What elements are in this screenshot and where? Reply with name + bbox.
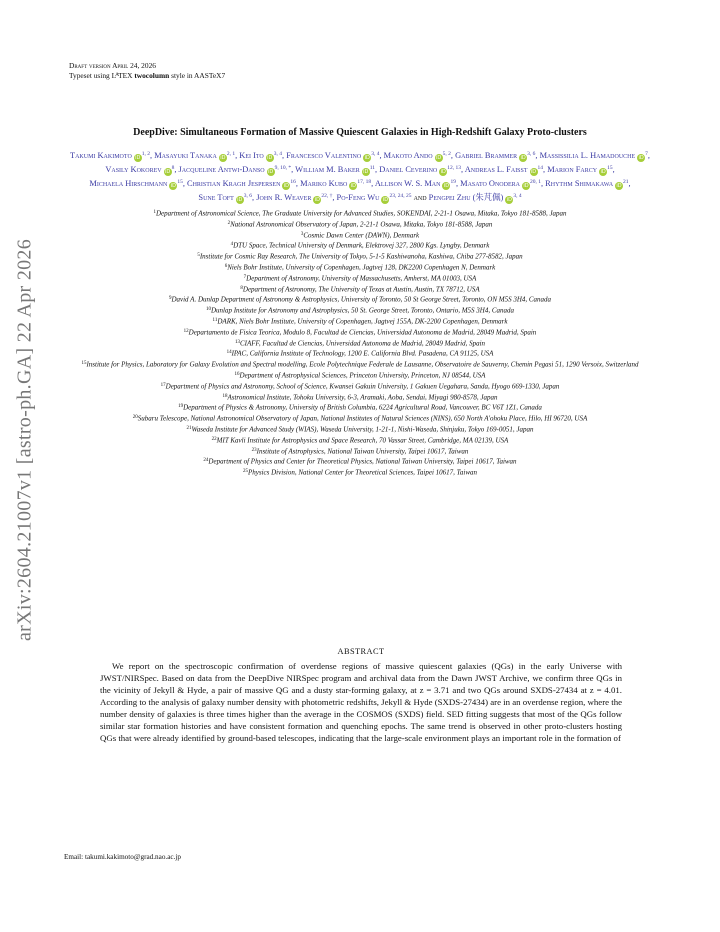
affiliation-item: $^{21}$Waseda Institute for Advanced Study (WIAS), Waseda University, 1-21-1, Nishi-Waseda, Shinjuku, Tokyo 169-0051, Japan	[186, 425, 534, 434]
author-name[interactable]: Kei Ito iD$^{3, 4}$	[239, 151, 283, 161]
author-affiliation-marks: 20, 1	[529, 179, 541, 185]
author-name[interactable]: Michaela Hirschmann $iD^{15}$	[89, 179, 183, 189]
orcid-icon[interactable]: iD	[440, 169, 446, 175]
affiliation-item: $^{19}$Department of Physics & Astronomy, University of British Columbia, 6224 Agricultural Road, Vancouver, BC V6T 1Z1, Canada	[178, 403, 542, 412]
author-name[interactable]: Daniel Ceverino iD$^{12, 13}$	[379, 165, 462, 175]
author-affiliation-marks: 7	[645, 151, 648, 157]
paper-header	[64, 126, 656, 478]
affiliation-item: $^{23}$Institute of Astrophysics, National Taiwan University, Taipei 10617, Taiwan	[251, 447, 469, 456]
author-affiliation-marks: 15	[607, 165, 613, 171]
author-affiliation-marks: 9, 10, *	[274, 165, 292, 171]
affiliation-item: $^4$DTU Space, Technical University of Denmark, Elektrovej 327, 2800 Kgs. Lyngby, Denmark	[230, 241, 490, 250]
orcid-icon[interactable]: iD	[135, 155, 141, 161]
orcid-icon[interactable]: iD	[220, 155, 226, 161]
author-name[interactable]: Mariko Kubo iD$^{17, 18}$	[300, 179, 372, 189]
author-affiliation-marks: 3, 6	[527, 151, 536, 157]
corresponding-email: Email: takumi.kakimoto@grad.nao.ac.jp	[64, 853, 181, 861]
affiliation-item: $^{20}$Subaru Telescope, National Astronomical Observatory of Japan, National Institutes of Natural Sciences (NINS), 650 North A'ohoku Place, Hilo, HI 96720, USA	[132, 414, 588, 423]
draft-version: Draft version April 24, 2026	[69, 61, 156, 70]
author-affiliation-marks: 12, 13	[447, 165, 462, 171]
affiliation-item: $^{22}$MIT Kavli Institute for Astrophysics and Space Research, 70 Vassar Street, Cambridge, MA 02139, USA	[211, 436, 509, 445]
author-name[interactable]: John R. Weaver $iD^{22, \dagger}$	[256, 193, 333, 203]
author-affiliation-marks: 17, 18	[357, 179, 372, 185]
author-affiliation-marks: 16	[290, 179, 296, 185]
typeset-line: Typeset using $L^ATEX$ twocolumn style in AASTeX7	[69, 70, 226, 80]
orcid-icon[interactable]: iD	[530, 169, 537, 175]
author-affiliation-marks: 5, 2	[442, 151, 451, 157]
affiliation-item: $^{17}$Department of Physics and Astronomy, School of Science, Kwansei Gakuin University, 1 Gakuen Uegahara, Sanda, Hyogo 669-1330, Japan	[160, 382, 560, 391]
author-affiliation-marks: 3, 4	[273, 151, 283, 157]
affiliation-item: $^1$Department of Astronomical Science, The Graduate University for Advanced Studies, SOKENDAI, 2-21-1 Osawa, Mitaka, Tokyo 181-8588, Japan	[153, 209, 567, 218]
orcid-icon[interactable]: iD	[364, 155, 370, 161]
author-affiliation-marks: 3, 6	[243, 193, 253, 199]
author-name[interactable]: Vasily Kokorev $iD^8$	[105, 165, 175, 175]
affiliation-item: $^{25}$Physics Division, National Center for Theoretical Sciences, Taipei 10617, Taiwan	[242, 468, 478, 477]
author-affiliation-marks: 8	[171, 165, 175, 171]
orcid-icon[interactable]: iD	[616, 183, 622, 189]
affiliation-item: $^3$Cosmic Dawn Center (DAWN), Denmark	[300, 231, 420, 240]
orcid-icon[interactable]: iD	[600, 169, 606, 175]
affiliation-item: $^{15}$Institute for Physics, Laboratory for Galaxy Evolution and Spectral modelling, Ecole Polytechnique Federale de Lausanne, Observatoire de Sauverny, Chemin Pegasi 51, 1290 Versoix, Switzerland	[81, 360, 639, 369]
orcid-icon[interactable]: iD	[436, 155, 442, 161]
affiliation-item: $^{11}$DARK, Niels Bohr Institute, University of Copenhagen, Jagtvej 155A, DK-2200 Copenhagen, Denmark	[212, 317, 508, 326]
author-name[interactable]: Pengpei Zhu (朱芃佩) iD$^{3, 4}$	[428, 193, 522, 203]
affiliation-item: $^8$Department of Astronomy, The University of Texas at Austin, Austin, TX 78712, USA	[240, 285, 480, 294]
author-name[interactable]: Rhythm Shimakawa $iD^{21}$	[545, 179, 629, 189]
affiliation-item: $^{13}$CIAFF, Facultad de Ciencias, Universidad Autonoma de Madrid, 28049 Madrid, Spain	[234, 339, 486, 348]
author-affiliation-marks: 11	[369, 165, 376, 171]
abstract-heading: ABSTRACT	[337, 647, 385, 656]
orcid-icon[interactable]: iD	[350, 183, 356, 189]
orcid-icon[interactable]: iD	[363, 169, 369, 175]
author-name[interactable]: Gabriel Brammer iD$^{3, 6}$	[455, 151, 536, 161]
orcid-icon[interactable]: iD	[170, 183, 176, 189]
affiliation-item: $^6$Niels Bohr Institute, University of Copenhagen, Jagtvej 128, DK2200 Copenhagen N, Denmark	[224, 263, 496, 272]
affiliation-item: $^{12}$Departamento de Fisica Teorica, Modulo 8, Facultad de Ciencias, Universidad Autonoma de Madrid, 28049 Madrid, Spain	[183, 328, 537, 337]
orcid-icon[interactable]: iD	[382, 197, 389, 203]
author-name[interactable]: Allison W. S. Man $iD^{19}$	[374, 179, 456, 189]
author-name[interactable]: Po-Feng Wu iD$^{23, 24, 25}$	[336, 193, 412, 203]
arxiv-stamp	[0, 230, 50, 650]
author-affiliation-marks: 3, 4	[513, 193, 522, 199]
author-name[interactable]: Masayuki Tanaka iD$^{2, 1}$	[154, 151, 236, 161]
and-word: and	[411, 193, 429, 202]
affiliation-item: $^{14}$IPAC, California Institute of Technology, 1200 E. California Blvd. Pasadena, CA 91125, USA	[226, 349, 494, 358]
orcid-icon[interactable]: iD	[520, 155, 526, 161]
affiliation-item: $^{24}$Department of Physics and Center for Theoretical Physics, National Taiwan University, Taipei 10617, Taiwan	[203, 457, 517, 466]
orcid-icon[interactable]: iD	[164, 169, 171, 175]
orcid-icon[interactable]: iD	[267, 155, 273, 161]
affiliation-list	[64, 208, 656, 478]
preprint-info	[69, 61, 225, 81]
orcid-icon[interactable]: iD	[506, 197, 512, 203]
author-affiliation-marks: 2, 1	[226, 151, 236, 157]
author-affiliation-marks: 14	[537, 165, 544, 171]
author-affiliation-marks: 19	[450, 179, 456, 185]
author-list: Takumi Kakimoto iD$^{1, 2}$, Masayuki Tanaka iD$^{2, 1}$, Kei Ito iD$^{3, 4}$, Francesco Valentino iD$^{3, 4}$, Makoto Ando iD$^{5, 2}$, Gabriel Brammer iD$^{3, 6}$, Massissilia L. Hamadouche $iD^7$, Vasily Kokorev $iD^8$, Jacqueline Antwi-Danso $iD^{9, 10, *}$, William M. Baker $iD^{11}$, Daniel Ceverino iD$^{12, 13}$, Andreas L. Faisst $iD^{14}$, Marion Farcy $iD^{15}$, Michaela Hirschmann $iD^{15}$, Christian Kragh Jespersen $iD^{16}$, Mariko Kubo iD$^{17, 18}$, Allison W. S. Man $iD^{19}$, Masato Onodera iD$^{20, 1}$, Rhythm Shimakawa $iD^{21}$, Sune Toft iD$^{3, 6}$, John R. Weaver $iD^{22, \dagger}$, Po-Feng Wu iD$^{23, 24, 25}$ and Pengpei Zhu (朱芃佩) iD$^{3, 4}$	[69, 151, 651, 203]
paper-title: DeepDive: Simultaneous Formation of Massive Quiescent Galaxies in High-Redshift Galaxy Proto-clusters	[133, 127, 587, 138]
orcid-icon[interactable]: iD	[237, 197, 243, 203]
author-name[interactable]: William M. Baker $iD^{11}$	[295, 165, 376, 175]
orcid-icon[interactable]: iD	[283, 183, 290, 189]
affiliation-item: $^7$Department of Astronomy, University of Massachusetts, Amherst, MA 01003, USA	[243, 274, 477, 283]
affiliation-item: $^{10}$Dunlap Institute for Astronomy and Astrophysics, 50 St. George Street, Toronto, Ontario, M5S 3H4, Canada	[205, 306, 515, 315]
affiliation-item: $^9$David A. Dunlap Department of Astronomy & Astrophysics, University of Toronto, 50 St George Street, Toronto, ON M5S 3H4, Canada	[168, 295, 552, 304]
author-name[interactable]: Andreas L. Faisst $iD^{14}$	[464, 165, 544, 175]
orcid-icon[interactable]: iD	[523, 183, 529, 189]
author-affiliation-marks: 15	[177, 179, 183, 185]
author-affiliation-marks: 1, 2	[141, 151, 151, 157]
orcid-icon[interactable]: iD	[443, 183, 450, 189]
author-name[interactable]: Christian Kragh Jespersen $iD^{16}$	[187, 179, 296, 189]
abstract-text: We report on the spectroscopic confirmation of overdense regions of massive quiescent galaxies (QGs) in the early Universe with JWST/NIRSpec. Based on data from the DeepDive NIRSpec program and archival data from the Dawn JWST Archive, we confirm three QGs in the vicinity of Jekyll & Hyde, a pair of massive QG and a dusty star-forming galaxy, at z = 3.71 and two QGs around SXDS-27434 at z = 4.01. According to the analysis of galaxy number density with photometric redshifts, Jekyll & Hyde (SXDS-27434) are in an overdense region, where the number density of galaxies is three times higher than the average in the COSMOS (SXDS) field. SED fitting suggests that most of the QGs follow similar star formation histories and have consistent formation and quenching epochs. The same trend is observed in other proto-clusters hosting QGs that were already identified by ground-based telescopes, indicating that the large-scale environment plays an important role in the formation of	[100, 661, 622, 743]
orcid-icon[interactable]: iD	[638, 155, 644, 161]
author-affiliation-marks: 3, 4	[371, 151, 380, 157]
author-name[interactable]: Francesco Valentino iD$^{3, 4}$	[286, 151, 380, 161]
author-affiliation-marks: 23, 24, 25	[389, 193, 412, 199]
author-affiliation-marks: 21	[623, 179, 629, 185]
affiliation-item: $^{18}$Astronomical Institute, Tohoku University, 6-3, Aramaki, Aoba, Sendai, Miyagi 980-8578, Japan	[222, 393, 498, 402]
affiliation-item: $^{16}$Department of Astrophysical Sciences, Princeton University, Princeton, NJ 08544, USA	[234, 371, 486, 380]
author-name[interactable]: Jacqueline Antwi-Danso $iD^{9, 10, *}$	[178, 165, 292, 175]
orcid-icon[interactable]: iD	[268, 169, 274, 175]
affiliation-item: $^5$Institute for Cosmic Ray Research, The University of Tokyo, 5-1-5 Kashiwanoha, Kashiwa, Chiba 277-8582, Japan	[197, 252, 523, 261]
arxiv-id: arXiv:2604.21007v1 [astro-ph.GA] 22 Apr 2026	[13, 238, 36, 642]
author-name[interactable]: Marion Farcy $iD^{15}$	[547, 165, 613, 175]
author-name[interactable]: Sune Toft iD$^{3, 6}$	[198, 193, 253, 203]
orcid-icon[interactable]: iD	[314, 197, 320, 203]
affiliation-item: $^2$National Astronomical Observatory of Japan, 2-21-1 Osawa, Mitaka, Tokyo 181-8588, Japan	[227, 220, 493, 229]
author-name[interactable]: Makoto Ando iD$^{5, 2}$	[383, 151, 451, 161]
abstract	[100, 647, 622, 744]
author-name[interactable]: Takumi Kakimoto iD$^{1, 2}$	[69, 151, 151, 161]
author-name[interactable]: Massissilia L. Hamadouche $iD^7$	[539, 151, 648, 161]
author-affiliation-marks: 22, †	[321, 193, 333, 199]
author-name[interactable]: Masato Onodera iD$^{20, 1}$	[460, 179, 541, 189]
